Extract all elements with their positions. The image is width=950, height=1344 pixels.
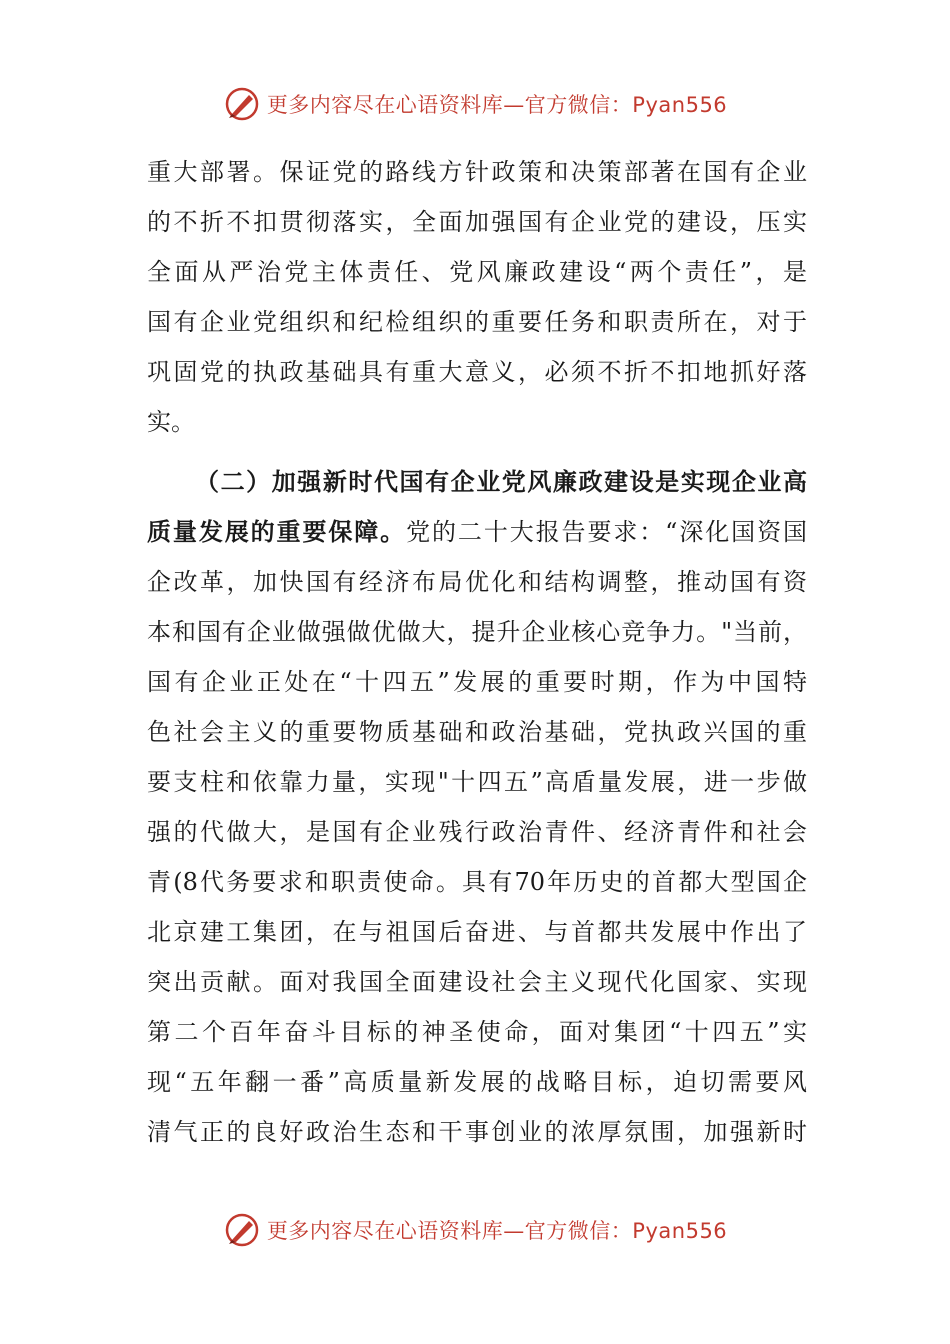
text-line: 国有企业正处在“十四五”发展的重要时期，作为中国特 — [147, 668, 807, 696]
header-watermark — [0, 82, 950, 126]
text-line: 的不折不扣贯彻落实，全面加强国有企业党的建设，压实 — [147, 208, 807, 236]
text-line: 本和国有企业做强做优做大，提升企业核心竞争力。"当前， — [147, 618, 807, 646]
text-line: 重大部署。保证党的路线方针政策和决策部著在国有企业 — [147, 158, 807, 186]
text-line: 色社会主义的重要物质基础和政治基础，党执政兴国的重 — [147, 718, 807, 746]
section-heading-line: （二）加强新时代国有企业党风廉政建设是实现企业高 — [195, 467, 807, 496]
text-line: 北京建工集团，在与祖国后奋进、与首都共发展中作出了 — [147, 918, 807, 946]
document-body — [147, 147, 807, 1157]
text-line: 国有企业党组织和纪检组织的重要任务和职责所在，对于 — [147, 308, 807, 336]
pen-logo-icon — [223, 85, 261, 123]
watermark-text: 更多内容尽在心语资料库—官方微信：Pyan556 — [266, 1219, 728, 1243]
text-line — [147, 507, 807, 557]
text-line: 要支柱和依靠力量，实现"十四五”高盾量发展，进一步做 — [147, 768, 807, 796]
text-line: 实。 — [147, 408, 195, 436]
pen-logo-icon — [223, 1211, 261, 1249]
text-line: 强的代做大，是国有企业残行政治青件、经济青件和社会 — [147, 818, 807, 846]
section-heading-end: 质量发展的重要保障。 — [147, 517, 407, 546]
text-line: 巩固党的执政基础具有重大意义，必须不折不扣地抓好落 — [147, 358, 807, 386]
paragraph-2 — [147, 457, 807, 1157]
text-line: 企改革，加快国有经济布局优化和结构调整，推动国有资 — [147, 568, 807, 596]
text-line: 第二个百年奋斗目标的神圣使命，面对集团“十四五”实 — [147, 1018, 807, 1046]
footer-watermark — [0, 1208, 950, 1252]
text-line: 全面从严治党主体责任、党风廉政建设“两个责任”，是 — [147, 258, 807, 286]
text-line: 清气正的良好政治生态和干事创业的浓厚氛围，加强新时 — [147, 1118, 807, 1146]
text-line: 突出贡献。面对我国全面建设社会主义现代化国家、实现 — [147, 968, 807, 996]
paragraph-1 — [147, 147, 807, 447]
text-fragment: 党的二十大报告要求：“深化国资国 — [406, 518, 807, 546]
watermark-text: 更多内容尽在心语资料库—官方微信：Pyan556 — [266, 93, 728, 117]
text-line: 现“五年翻一番”高质量新发展的战略目标，迫切需要风 — [147, 1068, 807, 1096]
text-line: 青(8代务要求和职责使命。具有70年历史的首都大型国企 — [147, 868, 807, 896]
